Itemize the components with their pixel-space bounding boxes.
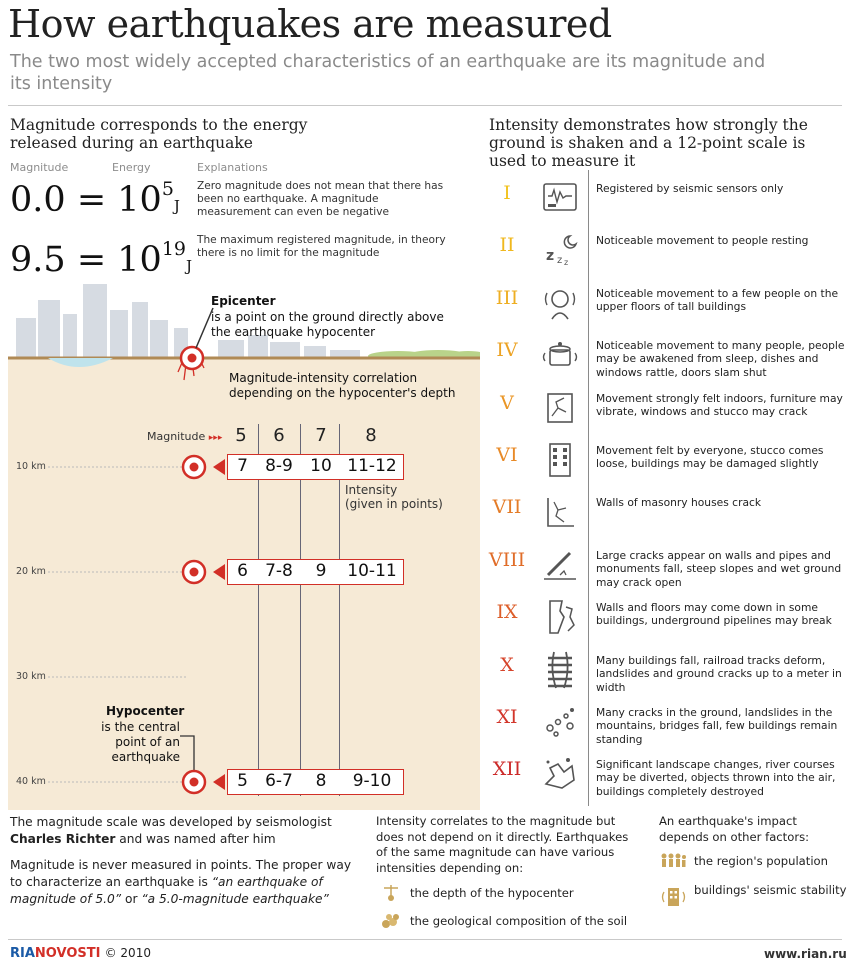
energy-equation-zero: [10, 178, 180, 220]
intensity-level-2: II: [499, 234, 515, 256]
intensity-description: Movement strongly felt indoors, furniture may vibrate, windows and stucco may crack: [596, 392, 843, 419]
intensity-description: Noticeable movement to a few people on the upper floors of tall buildings: [596, 287, 839, 314]
intensity-level-10: X: [500, 654, 514, 676]
intensity-row-40km: [227, 769, 404, 795]
equals-sign: =: [76, 240, 107, 280]
energy-equation-max: [10, 238, 192, 280]
intensity-level-1: I: [503, 182, 511, 204]
intensity-cell: 6: [237, 561, 248, 581]
magnitude-heading: Magnitude corresponds to the energy released during an earthquake: [10, 116, 308, 152]
brand-novosti: NOVOSTI: [34, 946, 101, 961]
intensity-cell: 10-11: [347, 561, 397, 581]
intensity-label: Intensity: [345, 483, 398, 497]
intensity-description: Large cracks appear on walls and pipes and monuments fall, steep slopes and wet ground may crack open: [596, 549, 842, 589]
intensity-description: Many cracks in the ground, landslides in the mountains, bridges fall, few buildings remain standing: [596, 706, 838, 746]
intensity-cell: 10: [310, 456, 332, 476]
epicenter-title: Epicenter: [211, 294, 276, 308]
intensity-level-6: VI: [496, 444, 518, 466]
richter-name: Charles Richter: [10, 832, 116, 846]
intensity-level-7: VII: [492, 496, 522, 518]
soil-icon: [381, 912, 401, 930]
depth-label-20: 20 km: [16, 566, 46, 577]
energy-exponent: 19: [161, 238, 187, 260]
intensity-heading: Intensity demonstrates how strongly the ground is shaken and a 12-point scale is used to measure it: [489, 116, 808, 170]
intensity-level-9: IX: [496, 601, 518, 623]
destruction-icon: [540, 754, 580, 794]
energy-exponent: 5: [161, 178, 174, 200]
richter-text: The magnitude scale was developed by seismologist: [10, 815, 332, 829]
magnitude-axis-text: Magnitude: [147, 430, 206, 443]
correlation-label: Magnitude-intensity correlation depending on the hypocenter's depth: [229, 371, 456, 400]
deformed-rails-icon: [540, 650, 580, 690]
population-icon: [660, 852, 686, 870]
intensity-cell: 8-9: [265, 456, 293, 476]
magnitude-7: 7: [315, 425, 327, 446]
collapsing-wall-icon: [540, 597, 580, 637]
cracked-wall-icon: [540, 492, 580, 532]
person-vibrating-icon: [540, 283, 580, 323]
col-energy-label: Energy: [112, 161, 151, 174]
intensity-scale-divider: [588, 170, 589, 806]
intensity-description: Walls of masonry houses crack: [596, 496, 762, 509]
intensity-cell: 5: [237, 771, 248, 791]
energy-unit: J: [186, 257, 193, 275]
depth-icon: [382, 884, 400, 902]
points-text: Magnitude is never measured in points. The proper way to characterize an earthquake is: [10, 858, 352, 889]
magnitude-6: 6: [273, 425, 285, 446]
row-pointer: [213, 564, 225, 580]
intensity-description: Walls and floors may come down in some buildings, underground pipelines may break: [596, 601, 832, 628]
intensity-cell: 11-12: [347, 456, 397, 476]
intensity-cell: 8: [315, 771, 327, 791]
rattling-pot-icon: [540, 335, 580, 375]
seismograph-icon: [540, 178, 580, 218]
magnitude-arrows: ▸▸▸: [208, 433, 223, 443]
col-explanations-label: Explanations: [197, 161, 268, 174]
richter-text-end: and was named after him: [115, 832, 276, 846]
intensity-row-20km: [227, 559, 404, 585]
row-pointer: [213, 459, 225, 475]
depth-label-40: 40 km: [16, 776, 46, 787]
copyright: © 2010: [104, 946, 151, 960]
hypocenter-title: Hypocenter: [106, 704, 185, 718]
explanation-max: The maximum registered magnitude, in theory there is no limit for the magnitude: [197, 234, 446, 259]
building-stability-icon: [658, 886, 688, 908]
intensity-description: Noticeable movement to many people, people may be awakened from sleep, dishes and windows rattle, doors slam shut: [596, 339, 845, 379]
magnitude-8: 8: [365, 425, 377, 446]
magnitude-value: 9.5: [10, 240, 66, 280]
intensity-row-10km: [227, 454, 404, 480]
brand-ria: RIA: [10, 946, 35, 961]
page-title: How earthquakes are measured: [8, 2, 612, 46]
intensity-level-12: XII: [492, 758, 522, 780]
explanation-zero: Zero magnitude does not mean that there has been no earthquake. A magnitude measurement can even be negative: [197, 180, 444, 218]
points-quote-2: “a 5.0-magnitude earthquake”: [141, 892, 329, 906]
footer-divider: [8, 939, 842, 940]
hypocenter-description: is the central point of an earthquake: [101, 720, 180, 764]
magnitude-axis-label: [147, 430, 222, 443]
svg-text:z: z: [546, 248, 555, 264]
landslide-icon: [540, 702, 580, 742]
intensity-description: Many buildings fall, railroad tracks deform, landslides and ground cracks up to a meter in width: [596, 654, 842, 694]
depth-label-10: 10 km: [16, 461, 46, 472]
impact-heading: An earthquake's impact depends on other factors:: [659, 814, 810, 844]
page-subtitle: The two most widely accepted characteristics of an earthquake are its magnitude and its intensity: [10, 52, 766, 94]
points-or: or: [121, 892, 142, 906]
row-pointer: [213, 774, 225, 790]
intensity-level-8: VIII: [488, 549, 526, 571]
correlation-note: Intensity correlates to the magnitude but does not depend on it directly. Earthquakes of the same magnitude can have various intensities depending on:: [376, 814, 629, 875]
intensity-level-11: XI: [496, 706, 518, 728]
intensity-cell: 9-10: [352, 771, 392, 791]
sleep-icon: [540, 230, 580, 270]
intensity-description: Registered by seismic sensors only: [596, 182, 784, 195]
energy-base: 10: [117, 240, 162, 280]
header-divider: [8, 105, 842, 106]
intensity-cell: 7: [237, 456, 248, 476]
intensity-label-unit: (given in points): [345, 497, 443, 511]
website-link[interactable]: www.rian.ru: [764, 947, 847, 961]
building-damage-icon: [540, 440, 580, 480]
intensity-level-5: V: [500, 392, 514, 414]
intensity-level-3: III: [495, 287, 519, 309]
intensity-cell: 9: [315, 561, 327, 581]
intensity-description: Movement felt by everyone, stucco comes loose, buildings may be damaged slightly: [596, 444, 824, 471]
equals-sign: =: [76, 180, 107, 220]
intensity-cell: 7-8: [265, 561, 293, 581]
intensity-description: Significant landscape changes, river courses may be diverted, objects thrown into the air, buildings completely destroyed: [596, 758, 836, 798]
intensity-description: Noticeable movement to people resting: [596, 234, 809, 247]
epicenter-description: is a point on the ground directly above the earthquake hypocenter: [211, 310, 444, 339]
intensity-level-4: IV: [496, 339, 518, 361]
magnitude-value: 0.0: [10, 180, 66, 220]
energy-unit: J: [173, 197, 180, 215]
svg-text:z: z: [557, 255, 563, 266]
falling-slope-icon: [540, 545, 580, 585]
col-magnitude-label: Magnitude: [10, 161, 69, 174]
brand-logo[interactable]: [10, 946, 151, 961]
factor-depth: the depth of the hypocenter: [410, 886, 574, 900]
depth-label-30: 30 km: [16, 671, 46, 682]
energy-base: 10: [117, 180, 162, 220]
intensity-cell: 6-7: [265, 771, 293, 791]
factor-soil: the geological composition of the soil: [410, 914, 628, 928]
points-quote-1: “an earthquake of magnitude of 5.0”: [10, 875, 323, 906]
svg-text:z: z: [564, 258, 569, 267]
impact-stability: buildings' seismic stability: [694, 883, 847, 897]
richter-note: [10, 814, 360, 848]
impact-population: the region's population: [694, 854, 828, 868]
points-note: [10, 857, 365, 908]
magnitude-5: 5: [235, 425, 247, 446]
cracked-picture-icon: [540, 388, 580, 428]
